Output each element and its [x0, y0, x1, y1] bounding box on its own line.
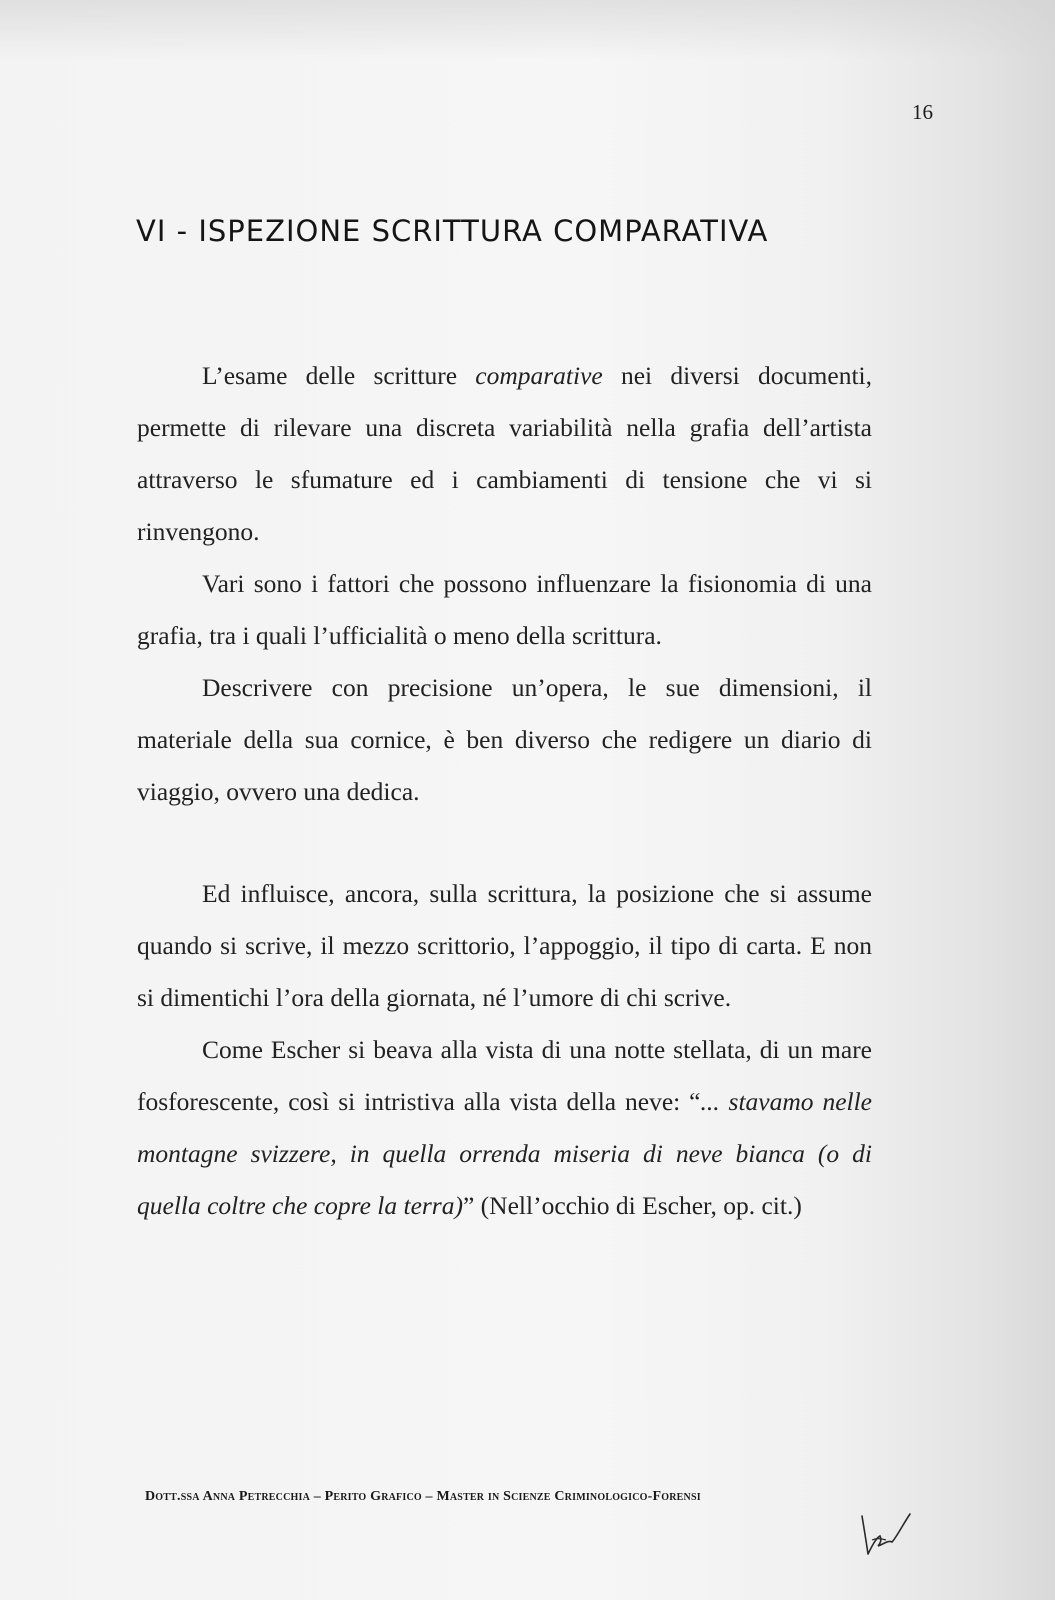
- chapter-title: [136, 214, 768, 248]
- signature-icon: [858, 1510, 918, 1560]
- footer-separator-2: –: [421, 1489, 437, 1504]
- chapter-numeral: VI: [136, 214, 167, 248]
- paragraph-1-italic: comparative: [475, 361, 603, 390]
- footer-role: Perito Grafico: [324, 1489, 422, 1504]
- paragraph-5-start: Come Escher si beava alla vista di una notte stellata, di un mare fosforescente, così si intristiva alla vista della neve: “: [137, 1035, 872, 1116]
- page-number: 16: [912, 100, 933, 124]
- chapter-title-text: ISPEZIONE SCRITTURA COMPARATIVA: [198, 214, 769, 248]
- paragraph-1: [137, 350, 872, 558]
- paragraph-5: [137, 1024, 872, 1232]
- body-text: [137, 350, 872, 1232]
- footer-program: Master in Scienze Criminologico-Forensi: [436, 1489, 701, 1504]
- paragraph-3: Descrivere con precisione un’opera, le sue dimensioni, il materiale della sua cornice, è ben diverso che redigere un diario di viaggio, ovvero una dedica.: [137, 673, 872, 806]
- paragraph-1-end: nei diversi documenti, permette di rilevare una discreta variabilità nella grafia dell’artista attraverso le sfumature ed i cambiamenti di tensione che vi si rinvengono.: [137, 361, 872, 546]
- escher-quote: ... stavamo nelle montagne svizzere, in quella orrenda miseria di neve bianca (o di quella coltre che copre la terra): [137, 1087, 872, 1220]
- footer-author: Dott.ssa Anna Petrecchia: [145, 1489, 310, 1504]
- paragraph-5-end: ” (Nell’occhio di Escher, op. cit.): [462, 1191, 802, 1220]
- paragraph-2: Vari sono i fattori che possono influenzare la fisionomia di una grafia, tra i quali l’ufficialità o meno della scrittura.: [137, 569, 872, 650]
- footer-separator-1: –: [310, 1489, 325, 1504]
- page-footer: [145, 1489, 701, 1505]
- paragraph-4: Ed influisce, ancora, sulla scrittura, la posizione che si assume quando si scrive, il mezzo scrittorio, l’appoggio, il tipo di carta. E non si dimentichi l’ora della giornata, né l’umore di chi scrive.: [137, 879, 872, 1012]
- chapter-separator: -: [176, 214, 189, 248]
- paragraph-1-start: L’esame delle scritture: [202, 361, 476, 390]
